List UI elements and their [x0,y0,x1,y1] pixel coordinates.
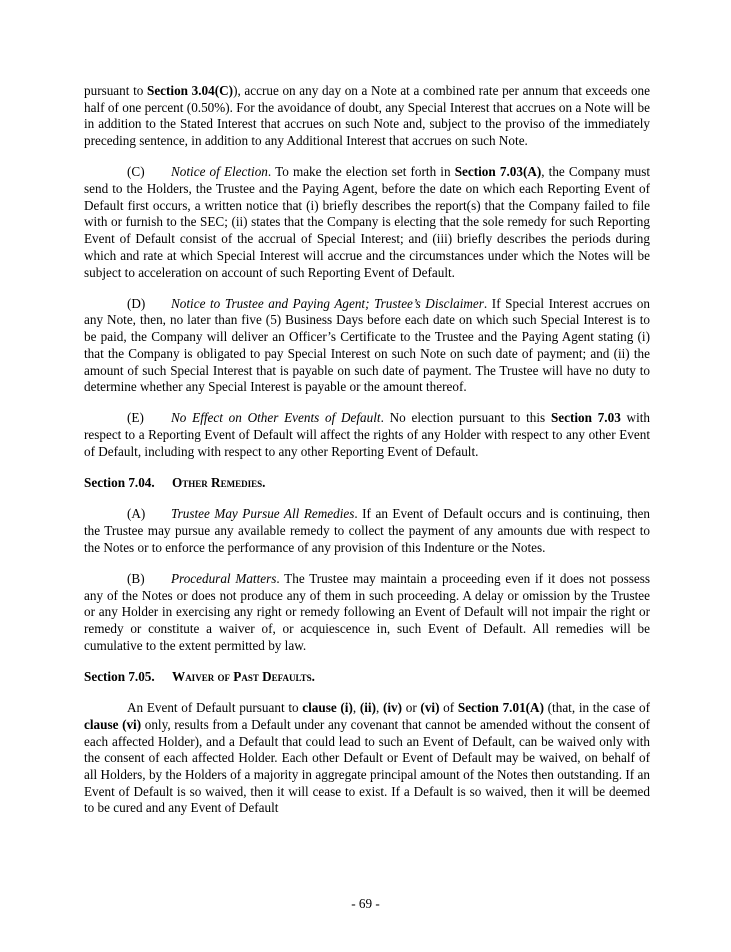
clause-label: (E) [127,410,144,426]
clause-reference: (vi) [420,700,440,716]
paragraph-trustee-remedies: (A) Trustee May Pursue All Remedies. If an Event of Default occurs and is continuing, then the Trustee may pursue any available remedy to collect the payment of any amounts due with respect to the Notes or to enforce the performance of any provision of this Indenture or the Notes. [84,506,650,555]
section-heading-7-05 [84,669,650,686]
clause-reference: clause (i) [302,700,353,716]
clause-reference: clause (vi) [84,716,142,732]
paragraph-notice-to-trustee: (D) Notice to Trustee and Paying Agent; Trustee’s Disclaimer. If Special Interest accrues on any Note, then, no later than five (5) Business Days before each date on which such Special Interest is to be paid, the Company will deliver an Officer’s Certificate to the Trustee and the Paying Agent stating (i) that the Company is obligated to pay Special Interest on such Note on such date of payment; and (ii) the amount of such Special Interest that is payable on such date of payment. The Trustee will have no duty to determine whether any Special Interest is payable or the amount thereof. [84,295,650,395]
clause-reference: (iv) [382,700,403,716]
clause-label: (D) [127,295,146,311]
section-reference: Section 7.03 [550,410,621,426]
clause-title: Procedural Matters [171,570,277,586]
paragraph-notice-of-election: (C) Notice of Election. To make the election set forth in Section 7.03(A), the Company must send to the Holders, the Trustee and the Paying Agent, before the date on which each Reporting Event of Default first occurs, a written notice that (i) briefly describes the report(s) that the Company failed to file with or furnish to the SEC; (ii) states that the Company is electing that the sole remedy for such Reporting Event of Default consist of the accrual of Special Interest; and (iii) briefly describes the periods during which and rate at which Special Interest will accrue and the circumstances under which the Notes will be subject to acceleration on account of such Reporting Event of Default. [84,164,650,280]
paragraph-waiver: An Event of Default pursuant to clause (i), (ii), (iv) or (vi) of Section 7.01(A) (that, in the case of clause (vi) only, results from a Default under any covenant that cannot be amended without the consent of each affected Holder), and a Default that could lead to such an Event of Default, can be waived only with the consent of each affected Holder. Each other Default or Event of Default may be waived, on behalf of all Holders, by the Holders of a majority in aggregate principal amount of the Notes then outstanding. If an Event of Default is so waived, then it will cease to exist. If a Default is so waived, then it will be deemed to be cured and any Event of Default [84,700,650,816]
section-reference: Section 7.03(A) [454,164,542,180]
clause-title: No Effect on Other Events of Default [171,410,381,426]
section-reference: Section 7.01(A) [457,700,544,716]
clause-reference: (ii) [359,700,376,716]
clause-title: Notice to Trustee and Paying Agent; Trustee’s Disclaimer [171,295,484,311]
page-number: - 69 - [351,896,380,911]
paragraph-no-effect: (E) No Effect on Other Events of Default. No election pursuant to this Section 7.03 with respect to a Reporting Event of Default will affect the rights of any Holder with respect to any other Event of Default, including with respect to any other Reporting Event of Default. [84,410,650,459]
clause-label: (B) [127,570,145,586]
paragraph-procedural-matters: (B) Procedural Matters. The Trustee may maintain a proceeding even if it does not possess any of the Notes or does not produce any of them in such proceeding. A delay or omission by the Trustee or any Holder in exercising any right or remedy following an Event of Default will not impair the right or remedy or constitute a waiver of, or acquiescence in, such Event of Default. All remedies will be cumulative to the extent permitted by law. [84,570,650,653]
section-title: Waiver of Past Defaults. [172,668,315,684]
page-body [84,83,650,817]
section-title: Other Remedies. [172,475,266,491]
clause-label: (C) [127,164,145,180]
clause-title: Notice of Election [171,164,268,180]
section-number: Section 7.04. [84,475,155,491]
clause-label: (A) [127,506,146,522]
section-heading-7-04 [84,475,650,492]
section-reference: Section 3.04(C) [146,83,234,98]
paragraph-special-interest-cap: pursuant to Section 3.04(C)), accrue on any day on a Note at a combined rate per annum that exceeds one half of one percent (0.50%). For the avoidance of doubt, any Special Interest that accrues on a Note will be in addition to the Stated Interest that accrues on such Note and, subject to the proviso of the immediately preceding sentence, in addition to any Additional Interest that accrues on such Note. [84,83,650,149]
section-number: Section 7.05. [84,668,155,684]
clause-title: Trustee May Pursue All Remedies [171,506,355,522]
